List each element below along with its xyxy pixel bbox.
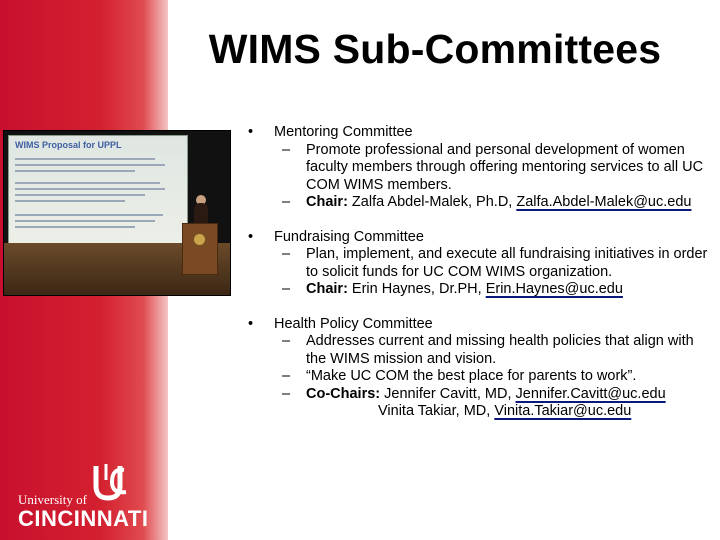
presentation-photo bbox=[3, 130, 231, 296]
committee-list bbox=[248, 124, 716, 438]
email-link[interactable]: Zalfa.Abdel-Malek@uc.edu bbox=[516, 194, 692, 210]
university-logo bbox=[18, 462, 158, 532]
podium-seal-icon bbox=[194, 234, 205, 245]
sub-item-text: Plan, implement, and execute all fundraising initiatives in order to solicit funds for UC COM WIMS organization. bbox=[306, 246, 708, 280]
logo-university-text: University of bbox=[18, 492, 87, 507]
sub-item bbox=[274, 194, 716, 212]
sub-item bbox=[274, 281, 716, 299]
bullet: • bbox=[248, 315, 254, 332]
bullet: • bbox=[248, 228, 254, 245]
sub-item bbox=[274, 246, 716, 281]
sub-item bbox=[274, 386, 716, 404]
sub-item-text: Addresses current and missing health policies that align with the WIMS mission and vision. bbox=[306, 333, 694, 367]
list-item-health-policy bbox=[248, 316, 716, 421]
screen-text-line bbox=[15, 170, 135, 172]
sub-item bbox=[274, 368, 716, 386]
email-link[interactable]: Erin.Haynes@uc.edu bbox=[485, 281, 623, 297]
list-item-mentoring bbox=[248, 124, 716, 212]
screen-text-line bbox=[15, 200, 125, 202]
list-item-fundraising bbox=[248, 229, 716, 299]
chair-name: Erin Haynes, Dr.PH, bbox=[347, 281, 486, 297]
committee-name: Fundraising Committee bbox=[274, 228, 424, 245]
dash: – bbox=[282, 333, 291, 349]
email-link[interactable]: Jennifer.Cavitt@uc.edu bbox=[515, 385, 666, 402]
chair-name: Zalfa Abdel-Malek, Ph.D, bbox=[347, 194, 517, 210]
podium bbox=[182, 223, 218, 275]
screen-text-line bbox=[15, 226, 135, 228]
screen-text-line bbox=[15, 194, 145, 196]
chair-name: Vinita Takiar, MD, bbox=[378, 403, 495, 419]
screen-text-line bbox=[15, 182, 160, 184]
logo-name-text: CINCINNATI bbox=[18, 506, 149, 531]
committee-name: Health Policy Committee bbox=[274, 315, 433, 332]
dash: – bbox=[282, 368, 291, 384]
chair-name: Jennifer Cavitt, MD, bbox=[380, 385, 516, 402]
sub-item bbox=[274, 333, 716, 368]
sub-item-text: Promote professional and personal development of women faculty members through offering mentoring services to all UC COM WIMS members. bbox=[306, 141, 704, 193]
screen-text-line bbox=[15, 158, 155, 160]
sub-item-text: “Make UC COM the best place for parents to work”. bbox=[306, 368, 637, 384]
slide-title: WIMS Sub-Committees bbox=[208, 26, 662, 72]
screen-text-line bbox=[15, 188, 165, 190]
bullet: • bbox=[248, 124, 254, 140]
screen-text-line bbox=[15, 164, 165, 166]
chair-label: Co-Chairs: bbox=[306, 385, 381, 402]
screen-title: WIMS Proposal for UPPL bbox=[15, 140, 122, 150]
uc-logo-icon bbox=[90, 462, 130, 502]
dash: – bbox=[282, 141, 291, 158]
projection-screen bbox=[8, 135, 188, 247]
screen-text-line bbox=[15, 220, 155, 222]
sub-item-continuation bbox=[274, 403, 716, 421]
chair-label: Chair: bbox=[306, 194, 348, 210]
dash: – bbox=[282, 281, 291, 297]
dash: – bbox=[282, 385, 291, 402]
chair-label: Chair: bbox=[306, 281, 348, 297]
dash: – bbox=[282, 246, 291, 262]
email-link[interactable]: Vinita.Takiar@uc.edu bbox=[494, 403, 632, 419]
committee-name: Mentoring Committee bbox=[274, 124, 413, 140]
sub-item bbox=[274, 142, 716, 195]
screen-text-line bbox=[15, 214, 163, 216]
dash: – bbox=[282, 194, 291, 210]
